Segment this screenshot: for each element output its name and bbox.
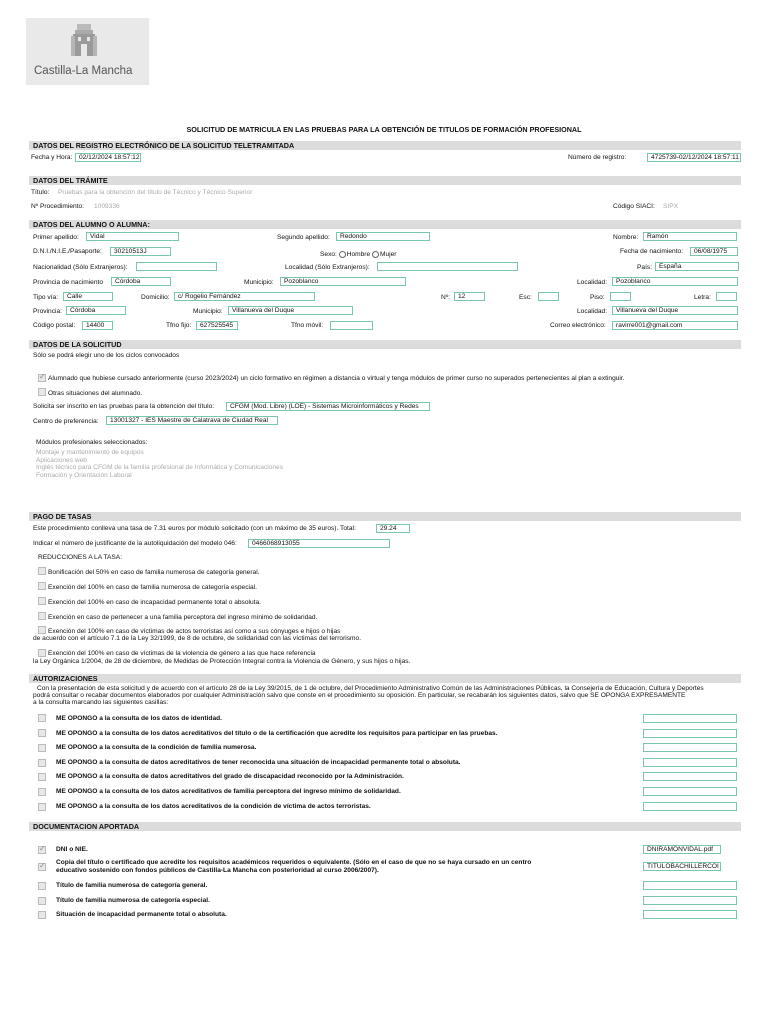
pais-field[interactable]: España	[655, 262, 739, 271]
provincia-nac-field[interactable]: Córdoba	[111, 277, 171, 286]
auth-item: ME OPONGO a la consulta de datos acreditativos del grado de discapacidad reconocido por la Administración.	[56, 773, 404, 780]
section-header-alumno: DATOS DEL ALUMNO O ALUMNA:	[29, 220, 741, 229]
primer-apellido-field[interactable]: Vidal	[86, 232, 179, 241]
esc-label: Esc:	[519, 294, 532, 301]
section-header-registro: DATOS DEL REGISTRO ELECTRÓNICO DE LA SOLICITUD TELETRAMITADA	[29, 141, 741, 150]
municipio-field[interactable]: Villanueva del Duque	[228, 306, 353, 315]
piso-label: Piso:	[590, 294, 605, 301]
red6b-label: la Ley Orgánica 1/2004, de 28 de diciembre, de Medidas de Protección Integral contra la Violencia de Género, y sus hijos o hijas.	[33, 658, 411, 665]
justificante-field[interactable]: 0466068913055	[248, 539, 390, 548]
auth-item-field	[643, 802, 737, 811]
checkbox-doc-familia-general[interactable]	[38, 882, 46, 890]
cp-label: Código postal:	[33, 322, 76, 329]
autorizaciones-intro-1: Con la presentación de esta solicitud y de acuerdo con el artículo 28 de la Ley 39/2015, de 1 de octubre, del Procedimiento Administrativo Común de las Administraciones Públicas, la Consejería de Educación, Cultura y Deportes	[37, 685, 704, 692]
opt2-label: Otras situaciones del alumnado.	[48, 390, 143, 397]
checkbox-exencion-ingreso-minimo[interactable]	[38, 612, 46, 620]
centro-label: Centro de preferencia:	[33, 418, 99, 425]
auth-item-field	[643, 743, 737, 752]
checkbox-oposicion-terrorismo[interactable]	[38, 803, 46, 811]
auth-item: ME OPONGO a la consulta de los datos acreditativos del título o de la certificación que acredite los requisitos para participar en las pruebas.	[56, 730, 498, 737]
doc-item-label-2: educativo sostenido con fondos públicos de Castilla-La Mancha con posterioridad al curso 2006/2007).	[56, 867, 379, 874]
section-header-solicitud: DATOS DE LA SOLICITUD	[29, 340, 741, 349]
segundo-apellido-field[interactable]: Redondo	[336, 232, 430, 241]
red5b-label: de acuerdo con el artículo 7.1 de la Ley 32/1999, de 8 de octubre, de solidaridad con las víctimas del terrorismo.	[33, 635, 362, 642]
fecha-nac-field[interactable]: 06/08/1975	[690, 247, 738, 256]
municipio-label: Municipio:	[193, 308, 223, 315]
titulo-label: Título:	[31, 189, 50, 196]
modulos-label: Módulos profesionales seleccionados:	[36, 439, 148, 446]
nombre-field[interactable]: Ramón	[643, 232, 737, 241]
red6a-label: Exención del 100% en caso de víctimas de la violencia de género a las que hace referencia	[48, 650, 316, 657]
checkbox-oposicion-incapacidad[interactable]	[38, 759, 46, 767]
sexo-text: Sexo:	[320, 251, 337, 258]
logo-text: Castilla-La Mancha	[34, 65, 133, 77]
numero-registro-field: 4725739-02/12/2024 18:57:11	[647, 153, 741, 162]
checkbox-oposicion-discapacidad[interactable]	[38, 773, 46, 781]
checkbox-oposicion-ingreso-minimo[interactable]	[38, 788, 46, 796]
castle-emblem-icon	[69, 24, 99, 60]
checkbox-oposicion-titulo[interactable]	[38, 729, 46, 737]
cp-field[interactable]: 14400	[82, 321, 113, 330]
mujer-label: Mujer	[380, 251, 397, 258]
red4-label: Exención en caso de pertenecer a una familia perceptora del ingreso mínimo de solidaridad.	[48, 614, 318, 621]
primer-apellido-label: Primer apellido:	[33, 234, 79, 241]
checkbox-oposicion-familia-numerosa[interactable]	[38, 744, 46, 752]
section-header-tasas: PAGO DE TASAS	[29, 512, 741, 521]
doc-item-label: Título de familia numerosa de categoría general.	[56, 882, 208, 889]
doc-item-label: DNI o NIE.	[56, 846, 88, 853]
doc-item-label: Título de familia numerosa de categoría especial.	[56, 897, 210, 904]
dni-field[interactable]: 30210513J	[110, 247, 171, 256]
castilla-la-mancha-logo	[26, 18, 149, 85]
email-label: Correo electrónico:	[550, 322, 606, 329]
autorizaciones-intro-2: podrá consultar o recabar documentos elaborados por cualquier Administración salvo que conste en el procedimiento su oposición. En particular, se recabarán los siguientes datos, salvo que SE OPONGA EXPRESAMENTE	[33, 692, 686, 699]
section-header-autorizaciones: AUTORIZACIONES	[29, 674, 741, 683]
doc-item-label: Copia del título o certificado que acredite los requisitos académicos requeridos o equivalente. (Sólo en el caso de que no se haya cursado en un centro	[56, 859, 532, 866]
tasa-text: Este procedimiento conlleva una tasa de 7.31 euros por módulo solicitado (con un máximo de 35 euros). Total:	[33, 525, 356, 532]
checkbox-exencion-incapacidad[interactable]	[38, 597, 46, 605]
auth-item-field	[643, 729, 737, 738]
checkbox-exencion-violencia-genero[interactable]	[38, 649, 46, 657]
checkbox-doc-titulo[interactable]	[38, 863, 46, 871]
nacionalidad-label: Nacionalidad (Sólo Extranjeros):	[33, 264, 128, 271]
total-field[interactable]: 29.24	[376, 524, 410, 533]
numero-label: Nº:	[441, 294, 451, 301]
titulo-value: Pruebas para la obtención del título de Técnico y Técnico Superior	[58, 189, 253, 196]
auth-item-field	[643, 787, 737, 796]
tfno-fijo-label: Tfno fijo:	[166, 322, 192, 329]
siaci-label: Código SIACI:	[613, 203, 655, 210]
localidad-label: Localidad:	[577, 308, 608, 315]
fecha-field: 02/12/2024 18:57:12	[75, 153, 141, 162]
letra-label: Letra:	[694, 294, 711, 301]
auth-item: ME OPONGO a la consulta de los datos de identidad.	[56, 715, 222, 722]
auth-item: ME OPONGO a la consulta de la condición de familia numerosa.	[56, 744, 257, 751]
modulo-item: Formación y Orientación Laboral	[36, 471, 132, 479]
procedimiento-value: 1009336	[94, 203, 120, 210]
email-field[interactable]: ravirre001@gmail.com	[612, 321, 738, 330]
checkbox-exencion-especial[interactable]	[38, 582, 46, 590]
modulo-item: Inglés técnico para CFGM de la familia profesional de Informática y Comunicaciones	[36, 464, 284, 471]
provincia-nac-label: Provincia de nacimiento	[33, 279, 104, 286]
page-title: SOLICITUD DE MATRICULA EN LAS PRUEBAS PARA LA OBTENCIÓN DE TITULOS DE FORMACIÓN PROFESIONAL	[186, 125, 582, 134]
numero-registro-label: Número de registro:	[568, 154, 627, 161]
autorizaciones-intro-3: a la consulta marcando las siguientes casillas:	[33, 699, 169, 706]
letra-field[interactable]	[716, 292, 737, 301]
dni-label: D.N.I./N.I.E./Pasaporte:	[33, 248, 102, 255]
checkbox-doc-dni[interactable]	[38, 846, 46, 854]
checkbox-doc-familia-especial[interactable]	[38, 897, 46, 905]
localidad-ext-label: Localidad (Sólo Extranjeros):	[285, 264, 370, 271]
doc-item-label: Situación de incapacidad permanente total o absoluta.	[56, 911, 227, 918]
red1-label: Bonificación del 50% en caso de familia numerosa de categoría general.	[48, 569, 260, 576]
piso-field[interactable]	[610, 292, 631, 301]
auth-item: ME OPONGO a la consulta de datos acreditativos de tener reconocida una situación de incapacidad permanente total o absoluta.	[56, 759, 461, 766]
doc-file-field[interactable]	[643, 881, 737, 890]
localidad-ext-field[interactable]	[377, 262, 518, 271]
localidad-field[interactable]: Villanueva del Duque	[612, 306, 738, 315]
nombre-label: Nombre:	[613, 234, 639, 241]
checkbox-doc-incapacidad[interactable]	[38, 911, 46, 919]
tfno-movil-field[interactable]	[330, 321, 373, 330]
segundo-apellido-label: Segundo apellido:	[277, 234, 330, 241]
tipo-via-field[interactable]: Calle	[63, 292, 113, 301]
pais-label: País:	[637, 264, 653, 271]
solicitud-note: Sólo se podrá elegir uno de los ciclos convocados	[33, 352, 180, 359]
municipio-nac-field[interactable]: Pozoblanco	[280, 277, 406, 286]
provincia-label: Provincia:	[33, 308, 62, 315]
radio-hombre[interactable]	[339, 251, 346, 258]
red5a-label: Exención del 100% en caso de víctimas de actos terroristas así como a sus cónyuges e hijos o hijas	[48, 628, 341, 635]
esc-field[interactable]	[538, 292, 559, 301]
reducciones-label: REDUCCIONES A LA TASA:	[38, 554, 123, 561]
sexo-label	[320, 250, 397, 259]
checkbox-otras-situaciones[interactable]	[38, 388, 46, 396]
auth-item-field	[643, 714, 737, 723]
hombre-label: Hombre	[346, 251, 371, 258]
checkbox-bonificacion-general[interactable]	[38, 567, 46, 575]
doc-file-field[interactable]	[643, 910, 737, 919]
modulo-item: Montaje y mantenimiento de equipos	[36, 449, 144, 456]
tipo-via-label: Tipo vía:	[33, 294, 59, 301]
auth-item-field	[643, 758, 737, 767]
fecha-label: Fecha y Hora:	[31, 154, 73, 161]
tfno-movil-label: Tfno móvil:	[291, 322, 324, 329]
red2-label: Exención del 100% en caso de familia numerosa de categoría especial.	[48, 584, 257, 591]
checkbox-exencion-terrorismo[interactable]	[38, 626, 46, 634]
checkbox-alumnado-distancia[interactable]	[38, 374, 46, 382]
checkbox-oposicion-identidad[interactable]	[38, 714, 46, 722]
radio-mujer[interactable]	[372, 251, 379, 258]
nacionalidad-field[interactable]	[136, 262, 217, 271]
doc-file-field[interactable]	[643, 896, 737, 905]
auth-item: ME OPONGO a la consulta de los datos acreditativos de la condición de víctima de actos terroristas.	[56, 803, 371, 810]
titulo-select[interactable]: CFGM (Mod. Libre) (LOE) - Sistemas Microinformáticos y Redes	[226, 402, 430, 411]
red3-label: Exención del 100% en caso de incapacidad permanente total o absoluta.	[48, 599, 261, 606]
fecha-nac-label: Fecha de nacimiento:	[620, 248, 684, 255]
domicilio-field[interactable]: c/ Rogelio Fernández	[174, 292, 315, 301]
localidad-nac-field[interactable]: Pozoblanco	[612, 277, 738, 286]
tfno-fijo-field[interactable]: 627525545	[196, 321, 238, 330]
auth-item-field	[643, 772, 737, 781]
section-header-documentacion: DOCUMENTACION APORTADA	[29, 822, 741, 831]
procedimiento-label: Nº Procedimiento:	[31, 203, 84, 210]
modulos-list	[36, 449, 283, 479]
siaci-value: SIPX	[663, 203, 679, 210]
section-header-tramite: DATOS DEL TRÁMITE	[29, 176, 741, 185]
doc-file-field[interactable]: TITULOBACHILLERCOI	[643, 862, 721, 871]
numero-field[interactable]: 12	[454, 292, 485, 301]
auth-item: ME OPONGO a la consulta de los datos acreditativos de familia perceptora del ingreso mínimo de solidaridad.	[56, 788, 401, 795]
domicilio-label: Domicilio:	[141, 294, 170, 301]
modulo-item: Aplicaciones web	[36, 456, 87, 464]
localidad-nac-label: Localidad:	[577, 279, 608, 286]
municipio-nac-label: Municipio:	[244, 279, 274, 286]
inscrito-label: Solicita ser inscrito en las pruebas para la obtención del título:	[33, 403, 215, 410]
doc-file-field[interactable]: DNIRAMONVIDAL.pdf	[643, 845, 721, 854]
opt1-label: Alumnado que hubiese cursado anteriormente (curso 2023/2024) un ciclo formativo en régimen a distancia o virtual y tenga módulos de primer curso no superados pertenecientes al plan a extinguir.	[48, 375, 625, 382]
justificante-label: Indicar el número de justificante de la autoliquidación del modelo 046:	[33, 540, 237, 547]
provincia-field[interactable]: Córdoba	[66, 306, 126, 315]
centro-select[interactable]: 13001327 - IES Maestre de Calatrava de Ciudad Real	[106, 416, 278, 425]
